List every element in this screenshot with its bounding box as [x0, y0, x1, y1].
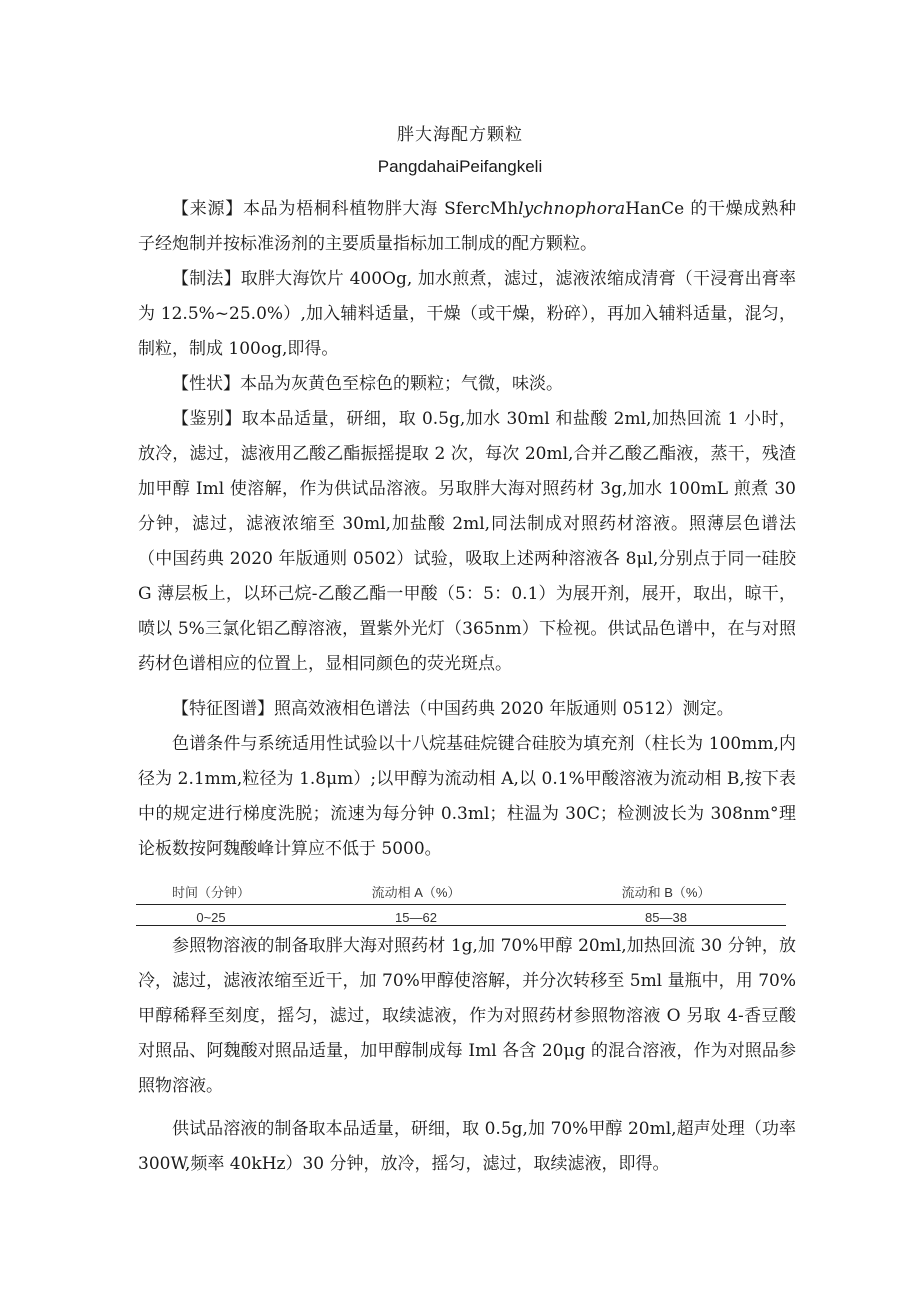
method-paragraph: 【制法】取胖大海饮片 400Og, 加水煎煮，滤过，滤液浓缩成清膏（干浸膏出膏率为 12.5%~25.0%）,加入辅料适量，干燥（或干燥，粉碎），再加入辅料适量，混匀，制粒，制成 100og,即得。	[138, 269, 796, 359]
gradient-header-phase-a: 流动相 A（%）	[286, 880, 546, 905]
gradient-cell-phase-b: 85—38	[546, 905, 786, 926]
source-text-part1: 【来源】本品为梧桐科植物胖大海 SfercMh	[172, 199, 519, 219]
gradient-table	[136, 880, 786, 926]
gradient-cell-time: 0~25	[136, 905, 286, 926]
test-solution-paragraph: 供试品溶液的制备取本品适量，研细，取 0.5g,加 70%甲醇 20ml,超声处理（功率 300W,频率 40kHz）30 分钟，放冷，摇匀，滤过，取续滤液，即得。	[138, 1119, 796, 1174]
document-title: 胖大海配方颗粒	[397, 125, 523, 145]
gradient-header-phase-b: 流动和 B（%）	[546, 880, 786, 905]
source-text-part2: HanCe 的干燥成熟种子经炮制并按标准汤剂的主要质量指标加工制成的配方颗粒。	[138, 199, 796, 254]
gradient-cell-phase-a: 15—62	[286, 905, 546, 926]
reference-solution-paragraph: 参照物溶液的制备取胖大海对照药材 1g,加 70%甲醇 20ml,加热回流 30 分钟，放冷，滤过，滤液浓缩至近干，加 70%甲醇使溶解，并分次转移至 5ml 量瓶中，用 70%甲醇稀释至刻度，摇匀，滤过，取续滤液，作为对照药材参照物溶液 O 另取 4-香豆酸对照品、阿魏酸对照品适量，加甲醇制成每 Iml 各含 20μg 的混合溶液，作为对照品参照物溶液。	[138, 936, 796, 1096]
table-row	[136, 905, 786, 926]
chromatographic-conditions-paragraph: 色谱条件与系统适用性试验以十八烷基硅烷键合硅胶为填充剂（柱长为 100mm,内径为 2.1mm,粒径为 1.8μm）;以甲醇为流动相 A,以 0.1%甲酸溶液为流动相 B,按下表中的规定进行梯度洗脱；流速为每分钟 0.3ml；柱温为 30C；检测波长为 308nm°理论板数按阿魏酸峰计算应不低于 5000。	[138, 734, 796, 859]
fingerprint-paragraph: 【特征图谱】照高效液相色谱法（中国药典 2020 年版通则 0512）测定。	[172, 699, 734, 719]
gradient-header-time: 时间（分钟）	[136, 880, 286, 905]
source-paragraph	[138, 192, 796, 262]
source-text-italic: lychnophora	[518, 199, 626, 219]
character-paragraph: 【性状】本品为灰黄色至棕色的颗粒；气微，味淡。	[172, 374, 563, 394]
identification-paragraph: 【鉴别】取本品适量，研细，取 0.5g,加水 30ml 和盐酸 2ml,加热回流 1 小时，放冷，滤过，滤液用乙酸乙酯振摇提取 2 次，每次 20ml,合并乙酸乙酯液，蒸干，残渣加甲醇 Iml 使溶解，作为供试品溶液。另取胖大海对照药材 3g,加水 100mL 煎煮 30 分钟，滤过，滤液浓缩至 30ml,加盐酸 2ml,同法制成对照药材溶液。照薄层色谱法（中国药典 2020 年版通则 0502）试验，吸取上述两种溶液各 8μl,分别点于同一硅胶 G 薄层板上，以环己烷-乙酸乙酯一甲酸（5：5：0.1）为展开剂，展开，取出，晾干，喷以 5%三氯化铝乙醇溶液，置紫外光灯（365nm）下检视。供试品色谱中，在与对照药材色谱相应的位置上，显相同颜色的荧光斑点。	[138, 409, 796, 674]
gradient-table-header-row	[136, 880, 786, 905]
document-subtitle: PangdahaiPeifangkeli	[377, 157, 543, 176]
